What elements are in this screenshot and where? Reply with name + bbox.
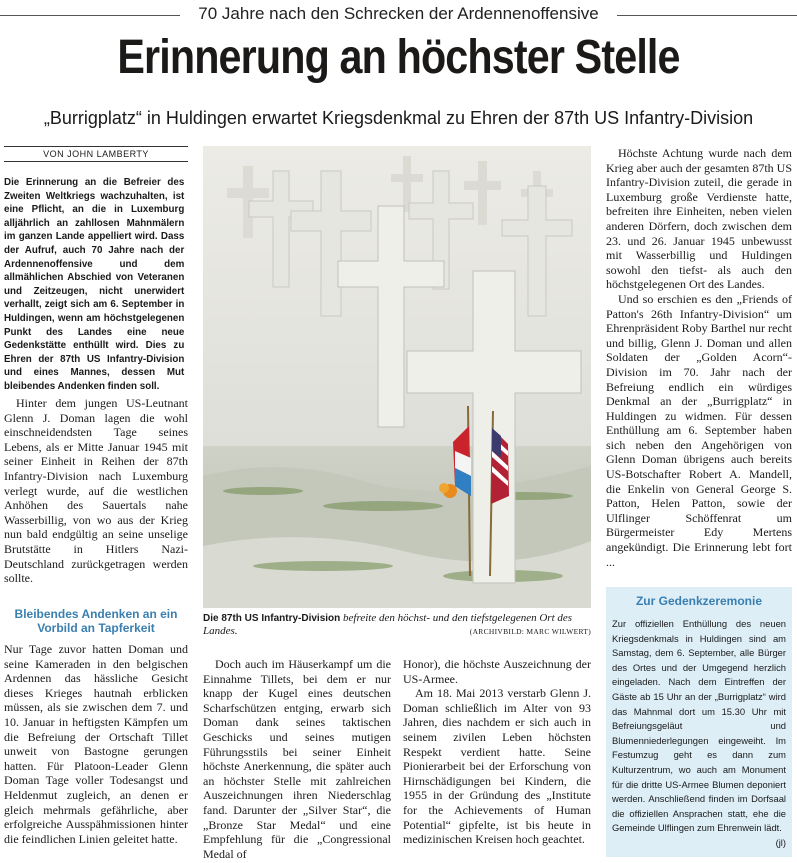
body-text: Nur Tage zuvor hatten Doman und seine Kameraden in den belgischen Ardennen das hässliche Gesicht dieses Krieges hautnah erblicken müssen, als sie zwischen dem 7. und 10. Januar in heftigsten Kämpfen um die Befreiung der Ortschaft Tillet unweit von Bastogne gerungen hatten. Für Platoon-Leader Glenn Doman Tage voller Todesangst und Heldenmut zugleich, an denen er gleich mehrmals gefährliche, aber erfolgreiche Ausspähmissionen hinter die feindlichen Linien geleitet hatte. (4, 642, 188, 846)
body-text: Am 18. Mai 2013 verstarb Glenn J. Doman schließlich im Alter von 93 Jahren, dies nachdem er sich auch in seinem zivilen Leben höchsten Respekt verdient hatte. Seine Pionierarbeit bei der Erforschung von Hirnschädigungen bei Kindern, die 1955 in der Gründung des „Institute for the Achievements of Human Potential“ gipfelte, ist bis heute in medizinischen Kreisen hoch geachtet. (403, 686, 591, 847)
photo-credit: (ARCHIVBILD: MARC WILWERT) (469, 627, 591, 636)
lead-paragraph: Die Erinnerung an die Befreier des Zweiten Weltkriegs wachzuhalten, ist eine Pflicht, an die in Luxemburg alljährlich an zahllosen Mahnmälern im ganzen Lande appelliert wird. Dass der Aufruf, auch 70 Jahre nach der Ardennenoffensive und dem allmählichen Abschied von Veteranen und Zeitzeugen, nicht unerwidert verhallt, zeigt sich am 6. September in Huldingen, wenn am höchstgelegenen Punkt des Landes eine neue Gedenkstätte enthüllt wird. Dies zu Ehren der 87th US Infantry-Division und eines Mannes, dessen Mut bleibendes Andenken finden soll. (4, 177, 185, 392)
infobox-text (612, 617, 786, 851)
infobox-body: Zur offiziellen Enthüllung des neuen Kriegsdenkmals in Huldingen sind am Samstag, dem 6. September, alle Bürger des Ortes und der Umgegend herzlich eingeladen. Nach dem Eintreffen der Gäste ab 15 Uhr an der „Burrigplatz“ wird das Mahnmal dort um 15.30 Uhr mit Befreiungsgeläut und Blumenniederlegungen eingeweiht. Im Festumzug geht es dann zum Kulturzentrum, wo auch am Monument für die dritte US-Armee Blumen deponiert werden. Anschließend finden im Dorfsaal die offiziellen Ansprachen statt, ehe die Gemeinde Ulflingen zum Ehrenwein lädt. (612, 618, 786, 834)
byline: VON JOHN LAMBERTY (4, 146, 188, 162)
headline: Erinnerung an höchster Stelle (117, 31, 680, 84)
caption-bold: Die 87th US Infantry-Division (203, 613, 341, 624)
body-text: Und so erschien es den „Friends of Patton's 26th Infantry-Division“ um Ehrenpräsident Roby Barthel nur recht und billig, Glenn J. Doman und allen Soldaten der „Golden Acorn“-Division im 70. Jahr nach der Befreiung endlich ein würdiges Denkmal an der „Burrigplatz“ in Huldingen zu widmen. Für dessen Enthüllung am 6. September haben sich neben den Angehörigen von Glenn Doman übrigens auch bereits US-Botschafter Robert A. Mandell, die Enkelin von General George S. Patton, Helen Patton, sowie der Ulflinger Schöffenrat um Bürgermeister Edy Mertens angekündigt. Die Erinnerung lebt fort ... (606, 291, 792, 569)
column-4 (606, 146, 792, 569)
subheading: Bleibendes Andenken an ein Vorbild an Tapferkeit (14, 607, 178, 635)
photo-caption (203, 612, 591, 638)
body-paragraph-2 (4, 642, 188, 846)
caption-italic: befreite den höchst- und den tiefstgelegenen Ort des Landes. (203, 612, 573, 637)
column-3 (403, 657, 591, 847)
column-2 (203, 657, 391, 861)
infobox-signature: (jl) (775, 836, 786, 848)
cemetery-photo (203, 146, 591, 608)
infobox-title: Zur Gedenkzeremonie (635, 594, 763, 608)
body-text: Doch auch im Häuserkampf um die Einnahme Tillets, bei dem er nur knapp der Kugel eines deutschen Scharfschützen entging, erwarb sich Doman dank seines taktischen Geschicks und seines mutigen Führungsstils bei seiner Einheit höchste Anerkennung, die später auch an höchster Stelle mit zahlreichen Auszeichnungen ihren Niederschlag fand. Darunter der „Silver Star“, die „Bronze Star Medal“ und eine Empfehlung für die „Congressional Medal of (203, 657, 391, 861)
body-text: Hinter dem jungen US-Leutnant Glenn J. Doman lagen die wohl einschneidendsten Tage seines Lebens, als er Mitte Januar 1945 mit seiner Einheit in Reihen der 87th Infantry-Division nach Luxemburg verlegt wurde, auf die westlichen Anhöhen des Sauertals nahe Wasserbillig, von wo aus der Krieg nun bald endgültig an seine unselige Brutstätte in Hitlers Nazi-Deutschland zurückgetragen werden sollte. (4, 396, 188, 586)
subheadline: „Burrigplatz“ in Huldingen erwartet Kriegsdenkmal zu Ehren der 87th US Infantry-Division (43, 108, 754, 128)
body-paragraph-1 (4, 396, 188, 586)
body-text: Höchste Achtung wurde nach dem Krieg aber auch der gesamten 87th US Infantry-Division zuteil, die gerade in Luxemburg große Verdienste hatte, befreiten ihre Einheiten, neben vielen anderen Dörfern, doch zwischen dem 23. und 26. Januar 1945 unbewusst mit Wasserbillig und Huldingen sowohl den tiefst- als auch den höchstgelegenen Ort des Landes. (606, 146, 792, 292)
body-text: Honor), die höchste Auszeichnung der US-Armee. (403, 657, 591, 686)
kicker: 70 Jahre nach den Schrecken der Ardennenoffensive (198, 4, 599, 23)
